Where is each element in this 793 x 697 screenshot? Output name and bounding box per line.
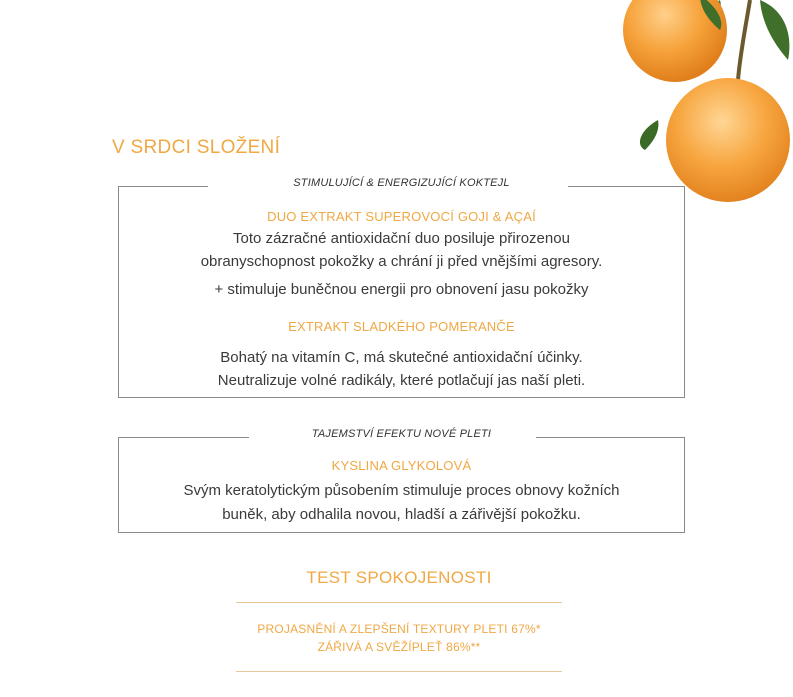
section-title: V SRDCI SLOŽENÍ (112, 137, 281, 158)
divider (236, 671, 562, 672)
box-heading: TAJEMSTVÍ EFEKTU NOVÉ PLETI (311, 428, 492, 440)
divider (236, 602, 562, 603)
ingredient-text-line: Svým keratolytickým působením stimuluje proces obnovy kožních (183, 482, 620, 499)
ingredient-title-goji-acai: DUO EXTRAKT SUPEROVOCÍ GOJI & AÇAÍ (267, 209, 536, 224)
satisfaction-test-title: TEST SPOKOJENOSTI (306, 568, 492, 587)
ingredients-box-new-skin (118, 428, 685, 533)
ingredient-text-line: + stimuluje buněčnou energii pro obnovení jasu pokožky (214, 281, 589, 298)
box-heading: STIMULUJÍCÍ & ENERGIZUJÍCÍ KOKTEJL (293, 177, 510, 189)
ingredient-text-line: obranyschopnost pokožky a chrání ji před vnějšími agresory. (200, 253, 603, 270)
ingredients-box-energizing (118, 177, 685, 398)
ingredient-text-line: buněk, aby odhalila novou, hladší a zářivější pokožku. (222, 506, 581, 523)
ingredient-title-glycolic-acid: KYSLINA GLYKOLOVÁ (331, 458, 472, 473)
ingredient-text-line: Toto zázračné antioxidační duo posiluje přirozenou (233, 230, 570, 247)
ingredient-text-line: Bohatý na vitamín C, má skutečné antioxidační účinky. (220, 349, 583, 366)
ingredient-title-sweet-orange: EXTRAKT SLADKÉHO POMERANČE (288, 319, 515, 334)
stat-brightening: PROJASNĚNÍ A ZLEPŠENÍ TEXTURY PLETI 67%* (257, 622, 541, 636)
ingredient-text-line: Neutralizuje volné radikály, které potlačují jas naší pleti. (217, 372, 586, 389)
stat-radiance: ZÁŘIVÁ A SVĚŽÍPLEŤ 86%** (317, 640, 481, 654)
